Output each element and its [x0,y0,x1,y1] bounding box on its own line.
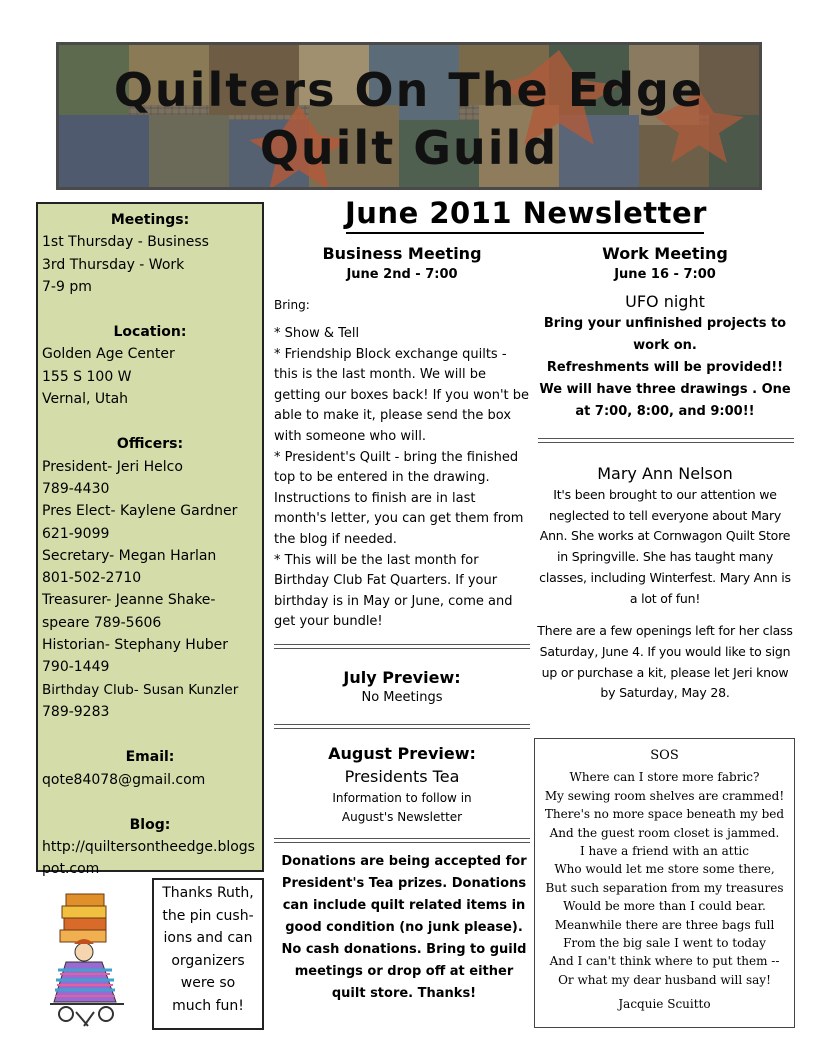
poem-line: Meanwhile there are three bags full [554,917,775,932]
thanks-line: ions and can [163,930,253,946]
thanks-line: much fun! [172,997,244,1014]
location-line: Golden Age Center [42,346,175,363]
business-meeting-heading: Business Meeting [322,244,482,263]
mary-ann-paragraph: It's been brought to our attention we neglected to tell everyone about Mary Ann. She works at Cornwagon Quilt Store in Springville. She has taught many classes, including Winterfest. Mary Ann is a lot of fun! [539,487,791,606]
poem-line: There's no more space beneath my bed [544,807,785,822]
poem-line: I have a friend with an attic [580,844,749,859]
location-heading: Location: [113,324,187,341]
email-heading: Email: [125,749,175,766]
poem-line: Where can I store more fabric? [569,770,760,785]
divider [274,644,530,649]
meetings-heading: Meetings: [110,212,190,228]
meeting-line: 1st Thursday - Business [42,234,209,251]
divider [538,438,794,443]
officer-line: 801-502-2710 [42,570,142,587]
business-meeting-section [274,244,530,282]
note-line: Information to follow in [332,791,472,805]
blog-link[interactable]: http://quiltersontheedge.blogspot.com [42,839,255,878]
officer-line: Historian- Stephany Huber [42,637,228,654]
july-preview-section [274,668,530,705]
poem-line: And I can't think where to put them -- [549,954,780,969]
officers-heading: Officers: [116,436,184,453]
banner-title-line-1: Quilters On The Edge [113,63,705,117]
bring-item: * Show & Tell [274,326,360,341]
officer-line: Treasurer- Jeanne Shake- [42,592,216,609]
officer-line: 789-9283 [42,703,110,720]
poem-line: Would be more than I could bear. [563,899,766,914]
officer-line: 789-4430 [42,480,110,497]
officer-line: 790-1449 [42,659,110,676]
poem-line: Who would let me store some there, [554,862,775,877]
bring-item: * This will be the last month for Birthday Club Fat Quarters. If your birthday is in May or June, come and get your bundle! [274,552,513,630]
august-preview-note [274,789,530,827]
thanks-box [152,878,264,1030]
thanks-line: were so [180,975,236,991]
blog-heading: Blog: [129,816,171,833]
august-preview-section [274,744,530,827]
work-meeting-text: Bring your unfinished projects to work on. [543,316,787,353]
divider [274,724,530,729]
thanks-line: Thanks Ruth, [162,885,254,901]
july-preview-heading: July Preview: [343,668,461,687]
mary-ann-section [536,464,794,704]
officer-line: 621-9099 [42,525,110,542]
officer-line: Birthday Club- Susan Kunzler [42,681,239,698]
bring-item: * Friendship Block exchange quilts - this is the last month. We will be getting our boxes back! If you won't be able to make it, please send the box with someone who will. [274,346,530,444]
location-line: Vernal, Utah [42,391,129,408]
august-preview-heading: August Preview: [328,744,476,763]
info-sidebar [36,202,264,878]
work-meeting-date: June 16 - 7:00 [614,267,716,282]
poem-author: Jacquie Scuitto [618,997,711,1012]
officer-line: speare 789-5606 [42,614,162,631]
poem-line: But such separation from my treasures [545,880,784,895]
ufo-night-label: UFO night [625,292,705,311]
sos-poem-box [534,738,795,1028]
poem-line: Or what my dear husband will say! [558,972,771,987]
title-underline [346,232,704,234]
mary-ann-heading: Mary Ann Nelson [597,464,733,483]
quilter-clipart-image [36,884,144,1030]
donations-text: Donations are being accepted for President's Tea prizes. Donations can include quilt related items in good condition (no junk please). No cash donations. Bring to guild meetings or drop off at either quilt store. Thanks! [281,854,527,1001]
poem-line: From the big sale I went to today [563,936,766,951]
officer-line: President- Jeri Helco [42,458,183,475]
thanks-line: organizers [171,952,245,969]
meeting-line: 7-9 pm [42,278,92,295]
sos-heading: SOS [650,748,679,763]
banner-title-line-2: Quilt Guild [259,121,559,175]
mary-ann-paragraph: There are a few openings left for her class Saturday, June 4. If you would like to sign up or purchase a kit, please let Jeri know by Saturday, May 28. [537,623,793,701]
august-preview-subtitle: Presidents Tea [344,767,460,786]
poem-line: My sewing room shelves are crammed! [544,788,785,803]
officer-line: Pres Elect- Kaylene Gardner [42,503,238,520]
bring-label: Bring: [274,298,310,312]
note-line: August's Newsletter [341,810,463,824]
business-meeting-date: June 2nd - 7:00 [346,267,458,282]
work-meeting-section [536,244,794,423]
email-address[interactable]: qote84078@gmail.com [42,771,206,788]
bring-list [274,324,530,633]
location-line: 155 S 100 W [42,368,132,385]
poem-line: And the guest room closet is jammed. [549,825,780,840]
refreshments-text: Refreshments will be provided!! [546,360,784,375]
meeting-line: 3rd Thursday - Work [42,256,185,273]
divider [274,838,530,843]
work-meeting-heading: Work Meeting [602,244,728,263]
bring-item: * President's Quilt - bring the finished top to be entered in the drawing. Instructions to finish are in last month's letter, you can get them from the blog if needed. [274,449,524,547]
officer-line: Secretary- Megan Harlan [42,547,217,564]
july-preview-text: No Meetings [361,690,443,705]
thanks-line: the pin cush- [162,907,254,924]
drawings-text: We will have three drawings . One at 7:00, 8:00, and 9:00!! [539,382,791,419]
newsletter-title: June 2011 Newsletter [345,196,707,230]
banner [56,42,762,190]
